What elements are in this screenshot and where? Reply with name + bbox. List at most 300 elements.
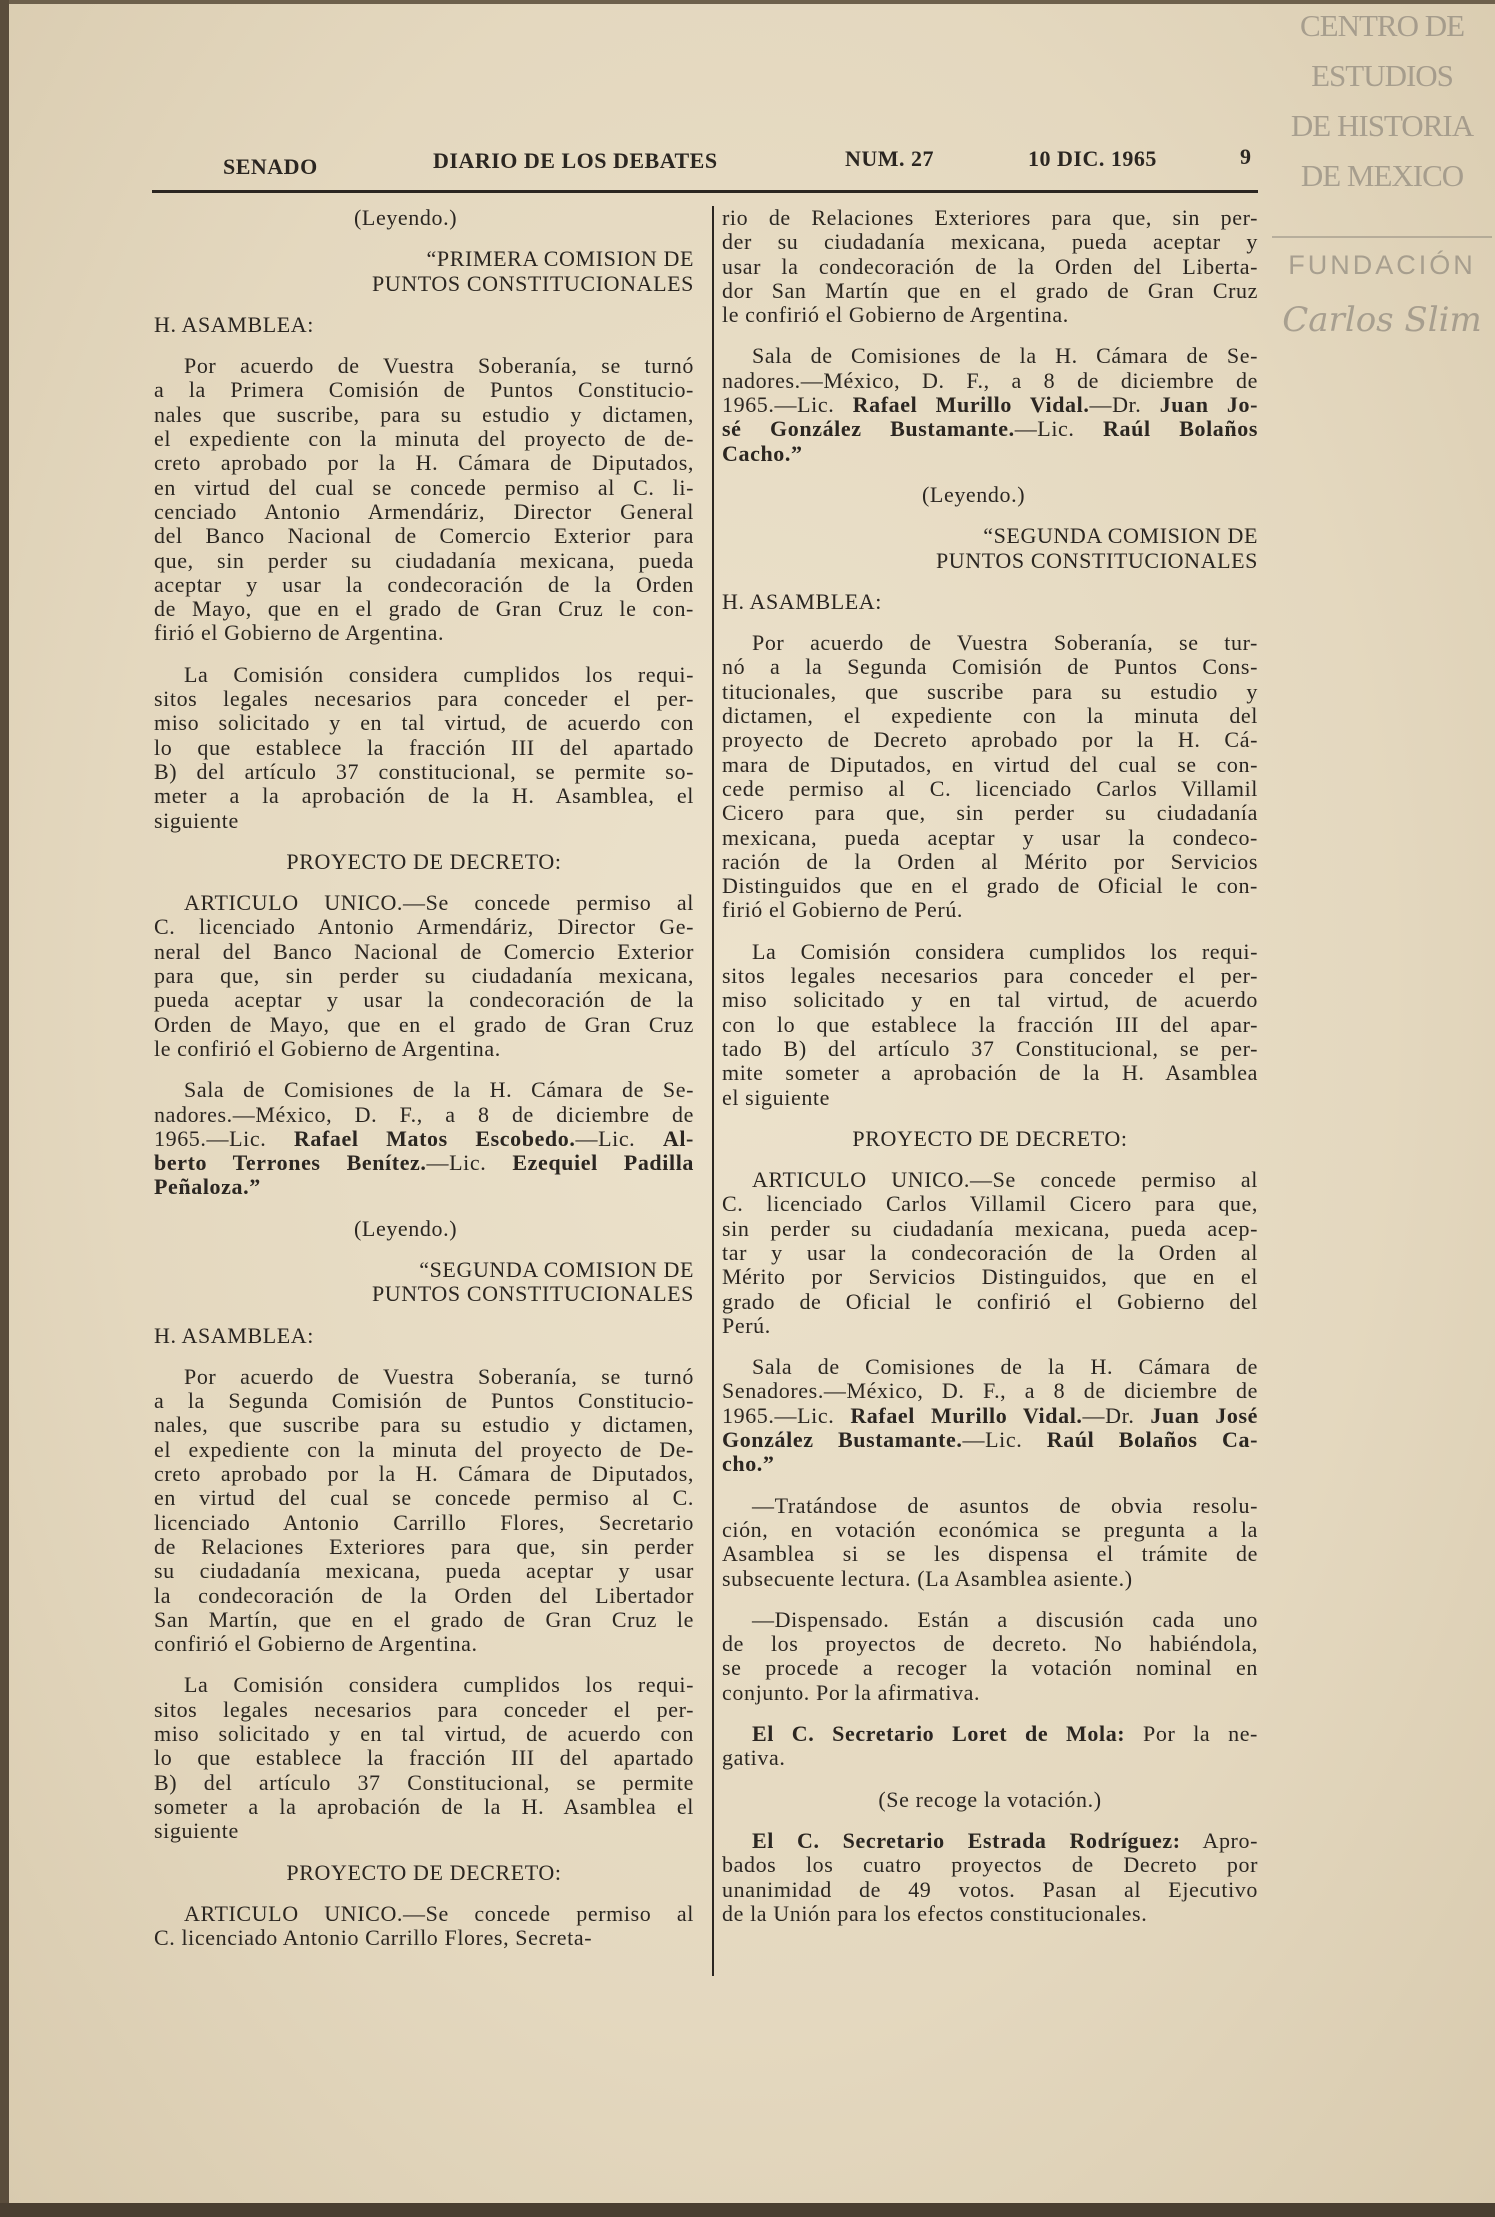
text-line [722, 369, 1258, 393]
text-line [154, 1175, 694, 1199]
text-segment: C. licenciado Carlos Villamil Cicero para que, [722, 1191, 1258, 1217]
text-line [722, 1192, 1258, 1216]
text-line [154, 1462, 694, 1486]
text-segment: La Comisión considera cumplidos los requi- [184, 661, 694, 687]
text-line [154, 597, 694, 621]
text-line [154, 621, 694, 645]
text-segment: rio de Relaciones Exteriores para que, sin per- [722, 205, 1258, 230]
watermark-line: DE MEXICO [1300, 158, 1464, 193]
text-segment: miso solicitado y en tal virtud, de acuerdo [722, 987, 1258, 1013]
text-segment: (Leyendo.) [922, 481, 1026, 507]
text-line [722, 1168, 1258, 1192]
text-line [154, 809, 694, 833]
bold-text: El C. Secretario Loret de Mola: [752, 1721, 1126, 1747]
text-segment: Senadores.—México, D. F., a 8 de diciembre de [722, 1378, 1258, 1404]
text-line [154, 760, 694, 784]
text-line [154, 378, 694, 402]
text-line [722, 850, 1258, 874]
text-segment: a la Primera Comisión de Puntos Constitucio- [154, 377, 694, 403]
text-segment: le confirió el Gobierno de Argentina. [722, 302, 1069, 328]
text-line [722, 344, 1258, 368]
text-line [154, 1926, 694, 1950]
text-segment: proyecto de Decreto aprobado por la H. Cá- [722, 727, 1258, 753]
paragraph [154, 1902, 694, 1951]
text-segment: el expediente con la minuta del proyecto de De- [154, 1436, 694, 1462]
text-line [722, 1656, 1258, 1680]
text-segment: le confirió el Gobierno de Argentina. [154, 1035, 501, 1061]
paragraph [154, 354, 694, 646]
text-segment: licenciado Antonio Carrillo Flores, Secretario [154, 1509, 694, 1535]
text-line [722, 1878, 1258, 1902]
text-line [722, 1013, 1258, 1037]
heading [154, 206, 694, 230]
text-segment: B) del artículo 37 constitucional, se permite so- [154, 758, 694, 784]
text-line [154, 1608, 694, 1632]
header-page-number: 9 [1240, 144, 1252, 169]
text-segment: someter a la aprobación de la H. Asamblea el [154, 1793, 694, 1819]
paragraph [722, 1829, 1258, 1926]
text-line [722, 1681, 1258, 1705]
text-line [722, 1452, 1258, 1476]
bold-text: Rafael Murillo Vidal. [852, 392, 1090, 418]
text-line [154, 1013, 694, 1037]
text-line [722, 549, 1258, 573]
text-line [154, 1103, 694, 1127]
text-segment: meter a la aprobación de la H. Asamblea, el [154, 783, 694, 809]
text-segment: PROYECTO DE DECRETO: [852, 1125, 1128, 1151]
text-line [154, 891, 694, 915]
text-segment: su ciudadanía mexicana, pueda aceptar y usar [154, 1558, 694, 1584]
text-line [722, 442, 1258, 466]
text-segment: aceptar y usar la condecoración de la Orden [154, 571, 694, 597]
text-line [722, 206, 1258, 230]
text-segment: confirió el Gobierno de Argentina. [154, 1631, 478, 1657]
text-line [722, 801, 1258, 825]
text-line [154, 915, 694, 939]
text-segment: mexicana, pueda aceptar y usar la condeco- [722, 824, 1258, 850]
text-segment: C. licenciado Antonio Carrillo Flores, Secreta- [154, 1925, 593, 1951]
text-segment: el siguiente [722, 1084, 831, 1110]
bold-text: Rafael Matos Escobedo. [293, 1125, 576, 1151]
heading [722, 483, 1258, 507]
text-segment: Apro- [1180, 1827, 1258, 1853]
text-segment: Sala de Comisiones de la H. Cámara de [752, 1354, 1258, 1380]
text-segment: en virtud del cual se concede permiso al C. li- [154, 474, 694, 500]
text-line [154, 1324, 694, 1348]
text-segment: C. licenciado Antonio Armendáriz, Director Ge- [154, 914, 694, 940]
heading [722, 524, 1258, 573]
text-segment: nales que suscribe, para su estudio y dictamen, [154, 401, 694, 427]
text-segment: PROYECTO DE DECRETO: [286, 848, 562, 874]
right-column [722, 206, 1258, 1943]
text-segment: San Martín, que en el grado de Gran Cruz le [154, 1606, 694, 1632]
page-header [0, 146, 1260, 182]
text-line [722, 728, 1258, 752]
text-line [722, 898, 1258, 922]
text-segment: lo que establece la fracción III del apartado [154, 734, 694, 760]
bold-text: Juan José [1150, 1402, 1258, 1428]
text-segment: a la Segunda Comisión de Puntos Constitucio- [154, 1388, 694, 1414]
text-segment: bados los cuatro proyectos de Decreto por [722, 1852, 1258, 1878]
heading [722, 1788, 1258, 1812]
text-line [722, 874, 1258, 898]
text-line [154, 1127, 694, 1151]
text-segment: cede permiso al C. licenciado Carlos Villamil [722, 775, 1258, 801]
text-line [722, 524, 1258, 548]
text-segment: —Lic. [426, 1150, 513, 1176]
text-segment: Por la ne- [1125, 1721, 1258, 1747]
text-segment: pueda aceptar y usar la condecoración de la [154, 987, 694, 1013]
text-line [722, 1355, 1258, 1379]
text-segment: la condecoración de la Orden del Libertador [154, 1582, 694, 1608]
text-line [722, 1379, 1258, 1403]
text-line [154, 1511, 694, 1535]
text-segment: Por acuerdo de Vuestra Soberanía, se turnó [184, 1363, 694, 1389]
bold-text: Juan Jo- [1159, 392, 1258, 418]
text-segment: PUNTOS CONSTITUCIONALES [371, 270, 694, 296]
text-segment: miso solicitado y en tal virtud, de acuerdo con [154, 710, 694, 736]
text-segment: Asamblea si se les dispensa el trámite de [722, 1541, 1258, 1567]
text-segment: cenciado Antonio Armendáriz, Director General [154, 498, 694, 524]
text-segment: del Banco Nacional de Comercio Exterior para [154, 523, 694, 549]
paragraph [154, 663, 694, 833]
text-segment: tar y usar la condecoración de la Orden al [722, 1239, 1258, 1265]
header-publication: DIARIO DE LOS DEBATES [433, 148, 718, 173]
text-line [154, 1438, 694, 1462]
text-line [154, 687, 694, 711]
text-segment: siguiente [154, 807, 239, 833]
text-line [722, 590, 1258, 614]
text-line [722, 255, 1258, 279]
text-segment: La Comisión considera cumplidos los requi- [752, 938, 1258, 964]
text-line [722, 680, 1258, 704]
heading [154, 247, 694, 296]
text-segment: (Leyendo.) [354, 1215, 458, 1241]
text-segment: —Lic. [1014, 416, 1104, 442]
text-line [722, 1632, 1258, 1656]
header-date: 10 DIC. 1965 [1028, 146, 1157, 171]
text-segment: sin perder su ciudadanía mexicana, pueda acep- [722, 1215, 1258, 1241]
text-segment: B) del artículo 37 Constitucional, se permite [154, 1769, 694, 1795]
text-segment: H. ASAMBLEA: [154, 311, 314, 337]
text-line [722, 483, 1258, 507]
salutation [154, 1324, 694, 1348]
text-line [154, 1151, 694, 1175]
text-segment: dor San Martín que en el grado de Gran Cruz [722, 277, 1258, 303]
text-line [722, 753, 1258, 777]
text-segment: conjunto. Por la afirmativa. [722, 1679, 981, 1705]
text-segment: Orden de Mayo, que en el grado de Gran Cruz [154, 1011, 694, 1037]
paragraph [722, 1722, 1258, 1771]
salutation [154, 313, 694, 337]
text-line [722, 1404, 1258, 1428]
text-segment: dictamen, el expediente con la minuta del [722, 703, 1258, 729]
text-segment: Por acuerdo de Vuestra Soberanía, se turnó [184, 353, 694, 379]
text-line [154, 247, 694, 271]
text-segment: PUNTOS CONSTITUCIONALES [371, 1281, 694, 1307]
text-line [154, 1486, 694, 1510]
text-line [722, 704, 1258, 728]
text-segment: Perú. [722, 1312, 771, 1338]
text-line [154, 736, 694, 760]
text-segment: —Dr. [1082, 1402, 1151, 1428]
text-line [154, 313, 694, 337]
text-segment: creto aprobado por la H. Cámara de Diputados, [154, 450, 694, 476]
text-line [722, 1086, 1258, 1110]
text-segment: de la Unión para los efectos constitucionales. [722, 1900, 1148, 1926]
text-line [154, 1559, 694, 1583]
header-chamber: SENADO [223, 154, 318, 179]
text-line [154, 1282, 694, 1306]
text-line [154, 354, 694, 378]
text-segment: der su ciudadanía mexicana, pueda aceptar y [722, 229, 1258, 255]
text-segment: sitos legales necesarios para conceder el per- [154, 1696, 694, 1722]
paragraph [154, 1365, 694, 1657]
text-line [722, 1428, 1258, 1452]
paragraph [722, 344, 1258, 465]
text-segment: firió el Gobierno de Argentina. [154, 620, 445, 646]
header-rule [152, 190, 1258, 193]
text-line [154, 940, 694, 964]
text-line [722, 940, 1258, 964]
heading [722, 1127, 1258, 1151]
watermark-divider [1272, 236, 1492, 238]
bold-text: Ezequiel Padilla [512, 1150, 695, 1176]
text-line [722, 1902, 1258, 1926]
text-segment: subsecuente lectura. (La Asamblea asiente.) [722, 1565, 1133, 1591]
text-line [154, 1795, 694, 1819]
text-line [154, 1389, 694, 1413]
paragraph [722, 1608, 1258, 1705]
text-segment: 1965.—Lic. [154, 1125, 294, 1151]
bold-text: berto Terrones Benítez. [154, 1150, 427, 1176]
text-segment: nadores.—México, D. F., a 8 de diciembre de [154, 1101, 694, 1127]
text-line [722, 1567, 1258, 1591]
text-line [722, 1853, 1258, 1877]
text-line [154, 850, 694, 874]
text-line [154, 1413, 694, 1437]
text-segment: en virtud del cual se concede permiso al C. [154, 1485, 694, 1511]
heading [154, 1258, 694, 1307]
watermark-foundation: FUNDACIÓN [1288, 250, 1476, 280]
text-segment: tado B) del artículo 37 Constitucional, se per- [722, 1035, 1258, 1061]
text-segment: Distinguidos que en el grado de Oficial le con- [722, 873, 1258, 899]
text-line [154, 1902, 694, 1926]
text-segment: de Mayo, que en el grado de Gran Cruz le con- [154, 596, 694, 622]
text-segment: mite someter a aprobación de la H. Asamblea [722, 1060, 1258, 1086]
text-segment: ARTICULO UNICO.—Se concede permiso al [752, 1167, 1258, 1193]
watermark-line: CENTRO DE [1299, 8, 1465, 43]
bold-text: Rafael Murillo Vidal. [850, 1402, 1083, 1428]
text-segment: ARTICULO UNICO.—Se concede permiso al [184, 1900, 694, 1926]
text-line [154, 1861, 694, 1885]
text-segment: —Lic. [962, 1427, 1047, 1453]
text-line [154, 1217, 694, 1241]
paragraph [722, 1494, 1258, 1591]
page-edge-top [0, 0, 1495, 4]
text-segment: sitos legales necesarios para conceder el per- [722, 963, 1258, 989]
page-edge-left [0, 0, 9, 2217]
text-line [154, 784, 694, 808]
bold-text: Al- [662, 1125, 694, 1151]
text-line [722, 393, 1258, 417]
column-divider [712, 206, 714, 1976]
text-line [154, 451, 694, 475]
text-line [154, 1632, 694, 1656]
text-line [722, 777, 1258, 801]
text-segment: firió el Gobierno de Perú. [722, 897, 964, 923]
text-line [722, 1542, 1258, 1566]
text-segment: “PRIMERA COMISION DE [426, 246, 694, 272]
text-segment: Cicero para que, sin perder su ciudadanía [722, 800, 1258, 826]
text-line [154, 1535, 694, 1559]
text-segment: de Relaciones Exteriores para que, sin perder [154, 1533, 694, 1559]
text-line [722, 1314, 1258, 1338]
text-line [722, 631, 1258, 655]
text-line [722, 1829, 1258, 1853]
text-segment: con lo que establece la fracción III del apar- [722, 1011, 1258, 1037]
bold-text: El C. Secretario Estrada Rodríguez: [752, 1827, 1181, 1853]
text-line [722, 1127, 1258, 1151]
text-line [722, 1746, 1258, 1770]
text-line [154, 206, 694, 230]
left-column [154, 206, 694, 1967]
text-segment: neral del Banco Nacional de Comercio Exterior [154, 938, 694, 964]
text-line [154, 1722, 694, 1746]
text-line [154, 1258, 694, 1282]
text-line [722, 1290, 1258, 1314]
watermark-line: DE HISTORIA [1290, 108, 1474, 143]
text-segment: nales, que suscribe para su estudio y dictamen, [154, 1412, 694, 1438]
header-issue: NUM. 27 [845, 146, 935, 171]
text-line [154, 1746, 694, 1770]
text-line [154, 1365, 694, 1389]
text-segment: —Lic. [575, 1125, 663, 1151]
salutation [722, 590, 1258, 614]
text-segment: Mérito por Servicios Distinguidos, que en el [722, 1264, 1258, 1290]
text-segment: —Dispensado. Están a discusión cada uno [752, 1606, 1258, 1632]
text-segment: grado de Oficial le confirió el Gobierno del [722, 1288, 1258, 1314]
heading [154, 850, 694, 874]
bold-text: Raúl Bolaños [1103, 416, 1258, 442]
page-edge-bottom [0, 2203, 1495, 2217]
text-line [154, 988, 694, 1012]
text-line [722, 1494, 1258, 1518]
text-line [722, 1722, 1258, 1746]
bold-text: cho.” [722, 1451, 775, 1477]
text-line [722, 1037, 1258, 1061]
bold-text: sé González Bustamante. [722, 416, 1015, 442]
paragraph [154, 891, 694, 1061]
text-segment: gativa. [722, 1745, 786, 1771]
text-segment: La Comisión considera cumplidos los requi- [184, 1672, 694, 1698]
text-line [154, 1819, 694, 1843]
text-line [154, 476, 694, 500]
text-segment: sitos legales necesarios para conceder el per- [154, 686, 694, 712]
text-segment: PUNTOS CONSTITUCIONALES [935, 547, 1258, 573]
text-line [154, 1698, 694, 1722]
text-segment: el expediente con la minuta del proyecto de de- [154, 426, 694, 452]
text-segment: siguiente [154, 1818, 239, 1844]
paragraph [722, 1355, 1258, 1476]
text-segment: Sala de Comisiones de la H. Cámara de Se- [184, 1077, 694, 1103]
text-segment: PROYECTO DE DECRETO: [286, 1859, 562, 1885]
text-segment: titucionales, que suscribe para su estudio y [722, 678, 1258, 704]
text-line [154, 427, 694, 451]
text-line [722, 1217, 1258, 1241]
watermark-line: ESTUDIOS [1311, 58, 1453, 93]
heading [154, 1861, 694, 1885]
text-line [722, 279, 1258, 303]
text-segment: ción, en votación económica se pregunta a la [722, 1516, 1258, 1542]
text-line [154, 573, 694, 597]
text-line [722, 1241, 1258, 1265]
text-line [722, 1788, 1258, 1812]
text-segment: H. ASAMBLEA: [722, 588, 882, 614]
watermark-signature: Carlos Slim [1282, 300, 1482, 340]
paragraph [722, 1168, 1258, 1338]
text-segment: unanimidad de 49 votos. Pasan al Ejecutivo [722, 1876, 1258, 1902]
bold-text: Raúl Bolaños Ca- [1046, 1427, 1258, 1453]
paragraph [154, 1078, 694, 1199]
heading [154, 1217, 694, 1241]
text-segment: 1965.—Lic. [722, 1402, 851, 1428]
text-segment: nadores.—México, D. F., a 8 de diciembre de [722, 367, 1258, 393]
text-line [154, 524, 694, 548]
text-line [154, 711, 694, 735]
text-segment: creto aprobado por la H. Cámara de Diputados, [154, 1461, 694, 1487]
text-line [154, 663, 694, 687]
text-line [154, 964, 694, 988]
paragraph [154, 1673, 694, 1843]
text-segment: H. ASAMBLEA: [154, 1322, 314, 1348]
bold-text: González Bustamante. [722, 1427, 963, 1453]
text-segment: (Se recoge la votación.) [878, 1786, 1102, 1812]
text-line [154, 1037, 694, 1061]
text-segment: para que, sin perder su ciudadanía mexicana, [154, 963, 694, 989]
bold-text: Peñaloza.” [154, 1174, 261, 1200]
text-line [722, 964, 1258, 988]
text-line [722, 417, 1258, 441]
text-line [722, 1061, 1258, 1085]
text-line [154, 403, 694, 427]
text-segment: Por acuerdo de Vuestra Soberanía, se tur- [752, 630, 1258, 656]
paragraph [722, 206, 1258, 327]
text-segment: ARTICULO UNICO.—Se concede permiso al [184, 890, 694, 916]
text-line [154, 1771, 694, 1795]
text-line [722, 230, 1258, 254]
text-segment: se procede a recoger la votación nominal en [722, 1655, 1258, 1681]
text-segment: miso solicitado y en tal virtud, de acuerdo con [154, 1721, 694, 1747]
text-segment: lo que establece la fracción III del apartado [154, 1745, 694, 1771]
bold-text: Cacho.” [722, 440, 803, 466]
text-segment: “SEGUNDA COMISION DE [419, 1256, 694, 1282]
text-segment: “SEGUNDA COMISION DE [983, 523, 1258, 549]
text-line [722, 655, 1258, 679]
text-segment: —Dr. [1089, 392, 1160, 418]
paragraph [722, 631, 1258, 923]
text-segment: de los proyectos de decreto. No habiéndola, [722, 1631, 1258, 1657]
text-line [154, 272, 694, 296]
text-segment: que, sin perder su ciudadanía mexicana, pueda [154, 547, 694, 573]
text-line [722, 1518, 1258, 1542]
text-segment: mara de Diputados, en virtud del cual se con- [722, 751, 1258, 777]
text-line [722, 1265, 1258, 1289]
text-segment: (Leyendo.) [354, 205, 458, 230]
text-line [722, 826, 1258, 850]
text-line [722, 988, 1258, 1012]
text-segment: —Tratándose de asuntos de obvia resolu- [752, 1492, 1258, 1518]
